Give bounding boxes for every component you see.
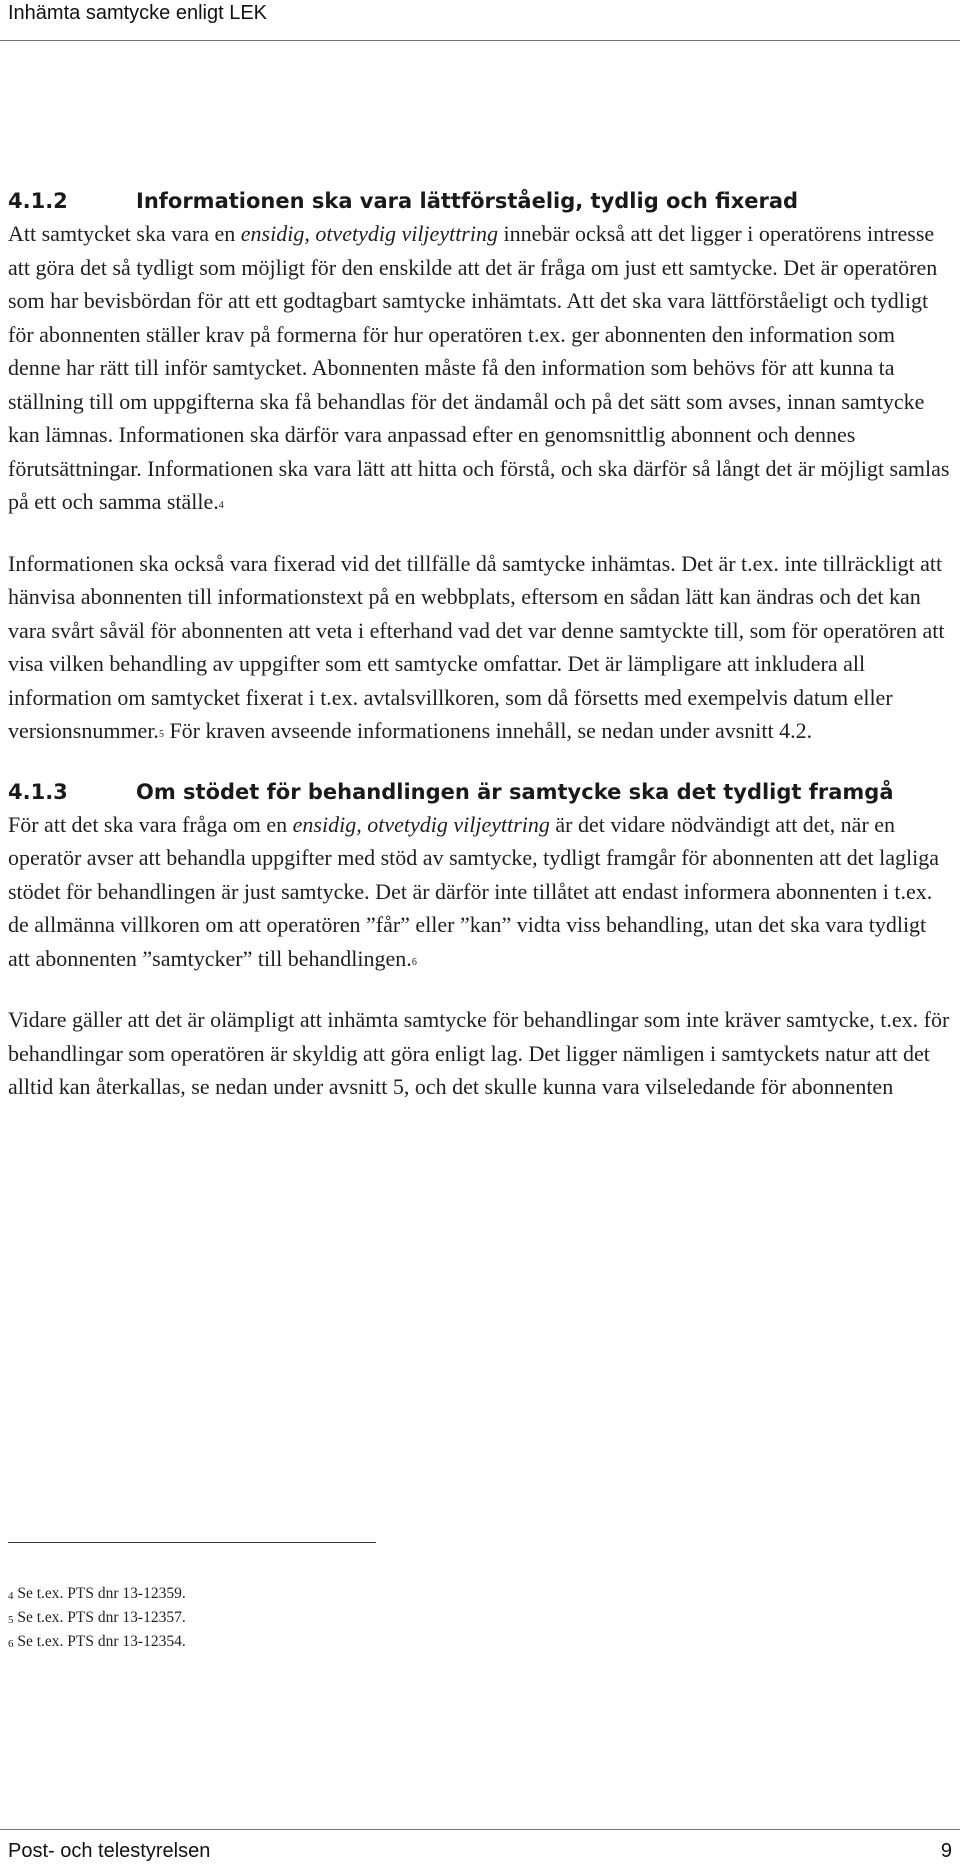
footnotes [8,1582,186,1654]
footnote: $^6$ Se t.ex. PTS dnr 13-12354. [8,1633,186,1650]
paragraph: Vidare gäller att det är olämpligt att inhämta samtycke för behandlingar som inte kräver samtycke, t.ex. för behandlingar som operatören är skyldig att göra enligt lag. Det ligger nämligen i samtyckets natur att det alltid kan återkallas, se nedan under avsnitt 5, och det skulle kunna vara vilseledande för abonnenten [8,1007,950,1099]
footer-publisher: Post- och telestyrelsen [8,1840,211,1862]
section-number: 4.1.3 [8,779,68,804]
section-title: Informationen ska vara lättförståelig, tydlig och fixerad [136,189,799,213]
section-heading [8,776,953,808]
paragraph: För att det ska vara fråga om en ensidig, otvetydig viljeyttring är det vidare nödvändigt att det, när en operatör avser att behandla uppgifter med stöd av samtycke, tydligt framgår för abonnenten att det lagliga stödet för behandlingen är just samtycke. Det är därför inte tillåtet att endast informera abonnenten i t.ex. de allmänna villkoren om att operatören ”får” eller ”kan” vidta viss behandling, utan det ska vara tydligt att abonnenten ”samtycker” till behandlingen.$^6$ [8,811,940,971]
emphasis: ensidig, otvetydig viljeyttring [240,221,498,246]
section-number: 4.1.2 [8,189,68,213]
footer-divider [0,1829,960,1830]
running-header: Inhämta samtycke enligt LEK [8,2,268,24]
section-heading [8,185,953,217]
section-title: Om stödet för behandlingen är samtycke ska det tydligt framgå [136,779,894,804]
footnote-ref[interactable]: 4 [218,500,224,511]
emphasis: ensidig, otvetydig viljeyttring [292,811,550,837]
paragraph: Informationen ska också vara fixerad vid det tillfälle då samtycke inhämtas. Det är t.ex. inte tillräckligt att hänvisa abonnenten till informationstext på en webbplats, eftersom en sådan lätt kan ändras och det kan vara svårt såväl för abonnenten att veta i efterhand vad det var denne samtyckte till, som för operatören att visa vilken behandling av uppgifter som ett samtycke omfattar. Det är lämpligare att inkludera all information om samtycket fixerat i t.ex. avtalsvillkoren, som då försetts med exempelvis datum eller versionsnummer.$^5$ För kraven avseende informationens innehåll, se nedan under avsnitt 4.2. [8,550,945,743]
footnote-divider [8,1542,376,1543]
page-number: 9 [940,1840,952,1862]
paragraph: Att samtycket ska vara en ensidig, otvetydig viljeyttring innebär också att det ligger i operatörens intresse att göra det så tydligt som möjligt för den enskilde att det är fråga om just ett samtycke. Det är operatören som har bevisbördan för att ett godtagbart samtycke inhämtats. Att det ska vara lättförståeligt och tydligt för abonnenten ställer krav på formerna för hur operatören t.ex. ger abonnenten den information som denne har rätt till inför samtycket. Abonnenten måste få den information som behövs för att kunna ta ställning till om uppgifterna ska få behandlas för det ändamål och på det sätt som avses, innan samtycke kan lämnas. Informationen ska därför vara anpassad efter en genomsnittlig abonnent och dennes förutsättningar. Informationen ska vara lätt att hitta och förstå, och ska därför så långt det är möjligt samlas på ett och samma ställe.$^4$ [8,221,950,514]
footnote-ref[interactable]: 5 [158,729,164,740]
header-divider [0,40,960,41]
footnote: $^4$ Se t.ex. PTS dnr 13-12359. [8,1585,186,1602]
document-body [8,185,953,1104]
footnote-ref[interactable]: 6 [411,956,417,968]
footnote: $^5$ Se t.ex. PTS dnr 13-12357. [8,1609,186,1626]
